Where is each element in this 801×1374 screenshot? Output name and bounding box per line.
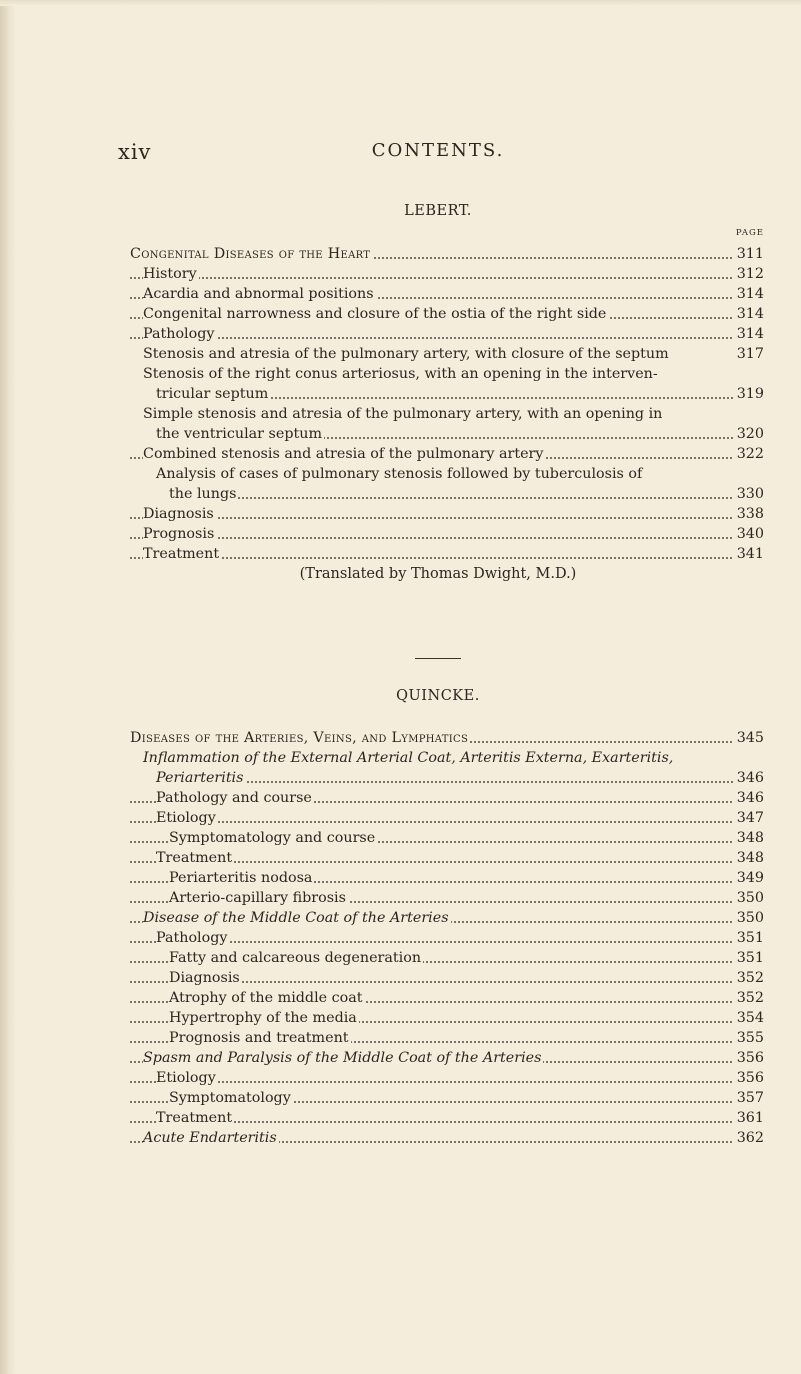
- page-edge-shadow: [0, 0, 16, 1374]
- toc-entry-title: Congenital narrowness and closure of the ostia of the right side: [143, 306, 607, 322]
- toc-entry-page: 346: [734, 768, 764, 788]
- toc-entry[interactable]: [130, 1088, 764, 1108]
- toc-lebert: [130, 244, 764, 564]
- toc-entry-page: 356: [734, 1048, 764, 1068]
- toc-entry[interactable]: [130, 284, 764, 304]
- toc-entry-title-line1: Inflammation of the External Arterial Coat, Arteritis Externa, Exarteritis,: [143, 750, 674, 766]
- toc-entry-title: Acute Endarteritis: [143, 1130, 277, 1146]
- toc-entry-title-line2: Periarteritis: [156, 770, 244, 786]
- toc-entry[interactable]: [130, 304, 764, 324]
- running-head: [118, 140, 758, 164]
- toc-entry-page: 314: [734, 284, 764, 304]
- toc-entry-page: 362: [734, 1128, 764, 1148]
- toc-entry-title-line1: Simple stenosis and atresia of the pulmonary artery, with an opening in: [143, 406, 663, 422]
- toc-entry-page: 345: [734, 728, 764, 748]
- toc-entry[interactable]: [130, 1108, 764, 1128]
- toc-entry[interactable]: [130, 928, 764, 948]
- toc-entry-page: 314: [734, 324, 764, 344]
- toc-entry[interactable]: [130, 748, 764, 788]
- toc-entry-title: Disease of the Middle Coat of the Arteries: [143, 910, 449, 926]
- toc-entry-page: 348: [734, 828, 764, 848]
- toc-entry[interactable]: [130, 828, 764, 848]
- toc-entry[interactable]: [130, 244, 764, 264]
- toc-entry-title: Treatment: [143, 546, 220, 562]
- toc-entry-title-line2: tricular septum: [156, 386, 269, 402]
- toc-entry-page: 348: [734, 848, 764, 868]
- toc-entry-page: 352: [734, 968, 764, 988]
- toc-entry[interactable]: [130, 364, 764, 404]
- toc-entry-page: 349: [734, 868, 764, 888]
- toc-entry[interactable]: [130, 728, 764, 748]
- toc-entry-page: 351: [734, 928, 764, 948]
- toc-entry-page: 350: [734, 888, 764, 908]
- toc-entry[interactable]: [130, 1068, 764, 1088]
- section-author-quincke: QUINCKE.: [396, 688, 480, 704]
- toc-entry[interactable]: [130, 1008, 764, 1028]
- toc-entry[interactable]: [130, 948, 764, 968]
- toc-entry-page: 354: [734, 1008, 764, 1028]
- toc-entry-title: Atrophy of the middle coat: [169, 990, 363, 1006]
- page-top-shadow: [0, 0, 801, 6]
- toc-entry[interactable]: [130, 264, 764, 284]
- running-title: CONTENTS.: [371, 140, 505, 161]
- toc-entry-title: Treatment: [156, 850, 233, 866]
- toc-entry-page: 338: [734, 504, 764, 524]
- toc-entry-title-line1: Stenosis of the right conus arteriosus, with an opening in the interven-: [143, 366, 658, 382]
- toc-entry-title-line2: the lungs: [169, 486, 237, 502]
- page-column-label: PAGE: [735, 228, 764, 238]
- toc-entry-title: Combined stenosis and atresia of the pulmonary artery: [143, 446, 544, 462]
- toc-entry-page: 347: [734, 808, 764, 828]
- toc-entry-page: 340: [734, 524, 764, 544]
- toc-entry-title: Etiology: [156, 1070, 216, 1086]
- toc-entry-title: Symptomatology: [169, 1090, 291, 1106]
- toc-entry-title: Diagnosis: [169, 970, 240, 986]
- toc-entry[interactable]: [130, 808, 764, 828]
- toc-entry-title: Diseases of the Arteries, Veins, and Lymphatics: [130, 730, 469, 746]
- toc-entry-page: 320: [734, 424, 764, 444]
- page-folio: xiv: [118, 140, 152, 164]
- toc-entry-page: 351: [734, 948, 764, 968]
- toc-entry-page: 346: [734, 788, 764, 808]
- toc-entry-title: Stenosis and atresia of the pulmonary artery, with closure of the septum: [143, 346, 669, 362]
- toc-entry-title: Acardia and abnormal positions: [143, 286, 374, 302]
- toc-entry-title: Diagnosis: [143, 506, 214, 522]
- toc-entry[interactable]: [130, 868, 764, 888]
- toc-entry[interactable]: [130, 544, 764, 564]
- toc-entry-title: Prognosis: [143, 526, 215, 542]
- toc-entry-page: 350: [734, 908, 764, 928]
- toc-entry-title: Arterio-capillary fibrosis: [169, 890, 346, 906]
- toc-entry-page: 355: [734, 1028, 764, 1048]
- toc-entry-title: Pathology and course: [156, 790, 312, 806]
- toc-entry-title: Spasm and Paralysis of the Middle Coat of the Arteries: [143, 1050, 542, 1066]
- toc-entry-page: 317: [734, 344, 764, 364]
- toc-entry[interactable]: [130, 444, 764, 464]
- toc-entry-page: 322: [734, 444, 764, 464]
- toc-entry-title: Hypertrophy of the media: [169, 1010, 357, 1026]
- toc-entry-page: 341: [734, 544, 764, 564]
- toc-entry-page: 357: [734, 1088, 764, 1108]
- toc-entry[interactable]: [130, 1028, 764, 1048]
- toc-entry-page: 330: [734, 484, 764, 504]
- toc-entry-page: 312: [734, 264, 764, 284]
- toc-entry[interactable]: [130, 524, 764, 544]
- toc-entry-title: Symptomatology and course: [169, 830, 376, 846]
- toc-entry[interactable]: [130, 504, 764, 524]
- toc-entry-title: Periarteritis nodosa: [169, 870, 313, 886]
- toc-entry-title: History: [143, 266, 197, 282]
- toc-entry[interactable]: [130, 1048, 764, 1068]
- toc-entry[interactable]: [130, 908, 764, 928]
- toc-entry[interactable]: [130, 324, 764, 344]
- toc-entry-page: 361: [734, 1108, 764, 1128]
- toc-entry-title: Prognosis and treatment: [169, 1030, 349, 1046]
- toc-entry[interactable]: [130, 404, 764, 444]
- section-divider-rule: [415, 658, 461, 659]
- toc-entry-title: Fatty and calcareous degeneration: [169, 950, 422, 966]
- toc-entry-title: Treatment: [156, 1110, 233, 1126]
- toc-entry-title: Pathology: [143, 326, 215, 342]
- toc-entry-title: Congenital Diseases of the Heart: [130, 246, 371, 262]
- toc-quincke: [130, 728, 764, 1148]
- toc-entry[interactable]: [130, 968, 764, 988]
- toc-entry[interactable]: [130, 464, 764, 504]
- toc-entry[interactable]: [130, 888, 764, 908]
- toc-entry[interactable]: [130, 1128, 764, 1148]
- toc-entry-page: 319: [734, 384, 764, 404]
- toc-entry-page: 314: [734, 304, 764, 324]
- toc-entry[interactable]: [130, 344, 764, 364]
- toc-entry[interactable]: [130, 788, 764, 808]
- toc-entry-page: 311: [734, 244, 764, 264]
- toc-entry-page: 356: [734, 1068, 764, 1088]
- toc-entry-title-line1: Analysis of cases of pulmonary stenosis followed by tuberculosis of: [156, 466, 643, 482]
- toc-entry-title: Pathology: [156, 930, 228, 946]
- section-author-lebert: LEBERT.: [404, 203, 472, 219]
- toc-entry-title-line2: the ventricular septum: [156, 426, 323, 442]
- toc-entry-page: 352: [734, 988, 764, 1008]
- toc-entry[interactable]: [130, 848, 764, 868]
- translator-credit: (Translated by Thomas Dwight, M.D.): [299, 566, 577, 582]
- toc-entry[interactable]: [130, 988, 764, 1008]
- toc-entry-title: Etiology: [156, 810, 216, 826]
